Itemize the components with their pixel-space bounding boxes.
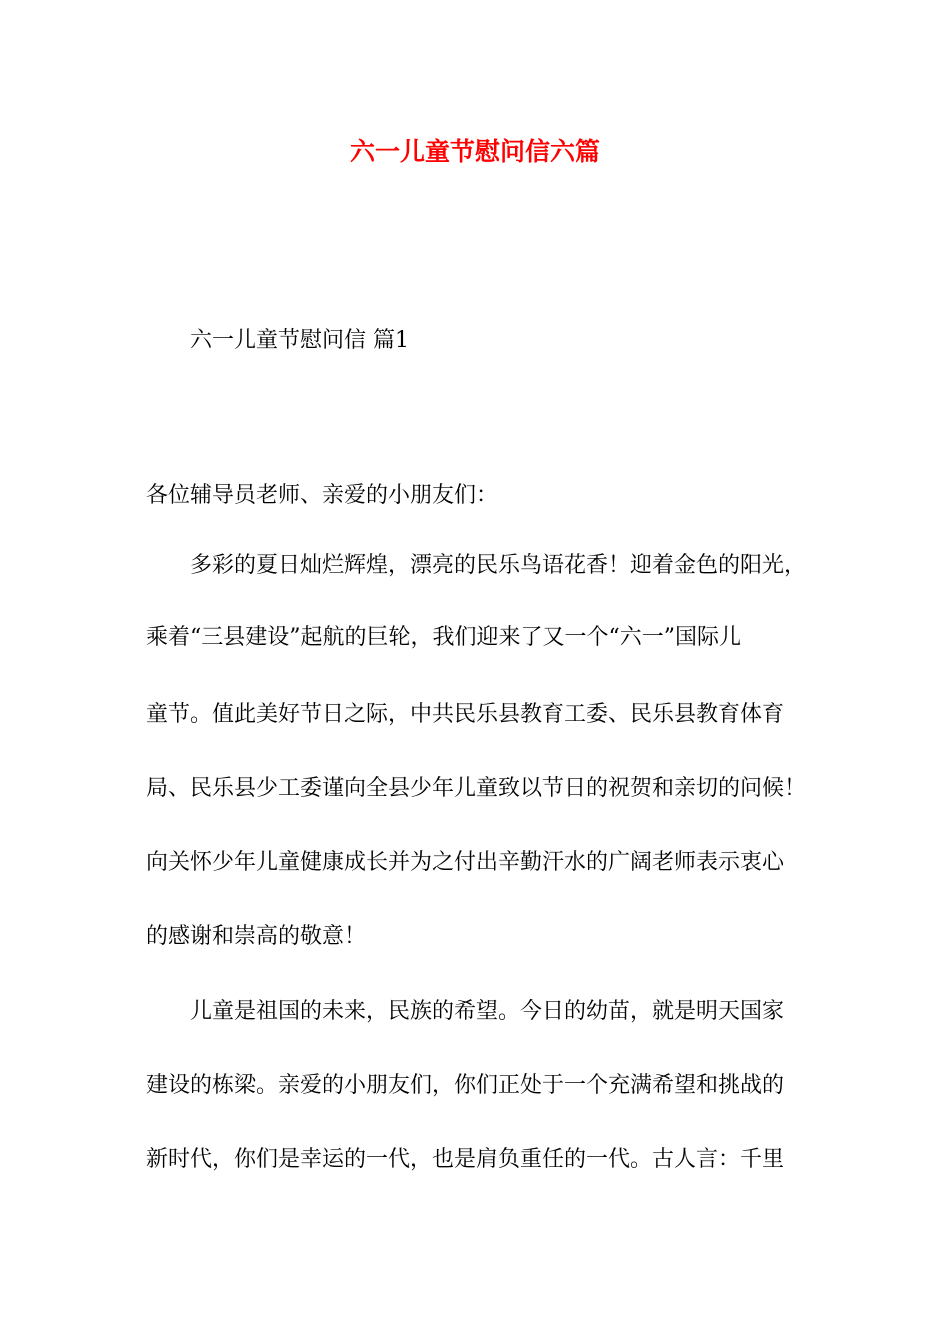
body-line: 的感谢和崇高的敬意！ <box>146 924 367 949</box>
section-heading: 六一儿童节慰问信 篇1 <box>190 328 409 353</box>
body-line: 乘着“三县建设”起航的巨轮，我们迎来了又一个“六一”国际儿 <box>146 625 741 650</box>
salutation: 各位辅导员老师、亲爱的小朋友们： <box>146 483 499 508</box>
body-line: 建设的栋梁。亲爱的小朋友们，你们正处于一个充满希望和挑战的 <box>146 1073 785 1098</box>
body-line: 童节。值此美好节日之际，中共民乐县教育工委、民乐县教育体育 <box>146 702 785 727</box>
document-title: 六一儿童节慰问信六篇 <box>349 137 600 166</box>
body-line: 局、民乐县少工委谨向全县少年儿童致以节日的祝贺和亲切的问候！ <box>146 776 807 801</box>
body-line: 多彩的夏日灿烂辉煌，漂亮的民乐鸟语花香！迎着金色的阳光， <box>190 553 807 578</box>
body-line: 向关怀少年儿童健康成长并为之付出辛勤汗水的广阔老师表示衷心 <box>146 850 785 875</box>
body-line: 新时代，你们是幸运的一代，也是肩负重任的一代。古人言：千里 <box>146 1147 785 1172</box>
body-line: 儿童是祖国的未来，民族的希望。今日的幼苗，就是明天国家 <box>190 999 785 1024</box>
